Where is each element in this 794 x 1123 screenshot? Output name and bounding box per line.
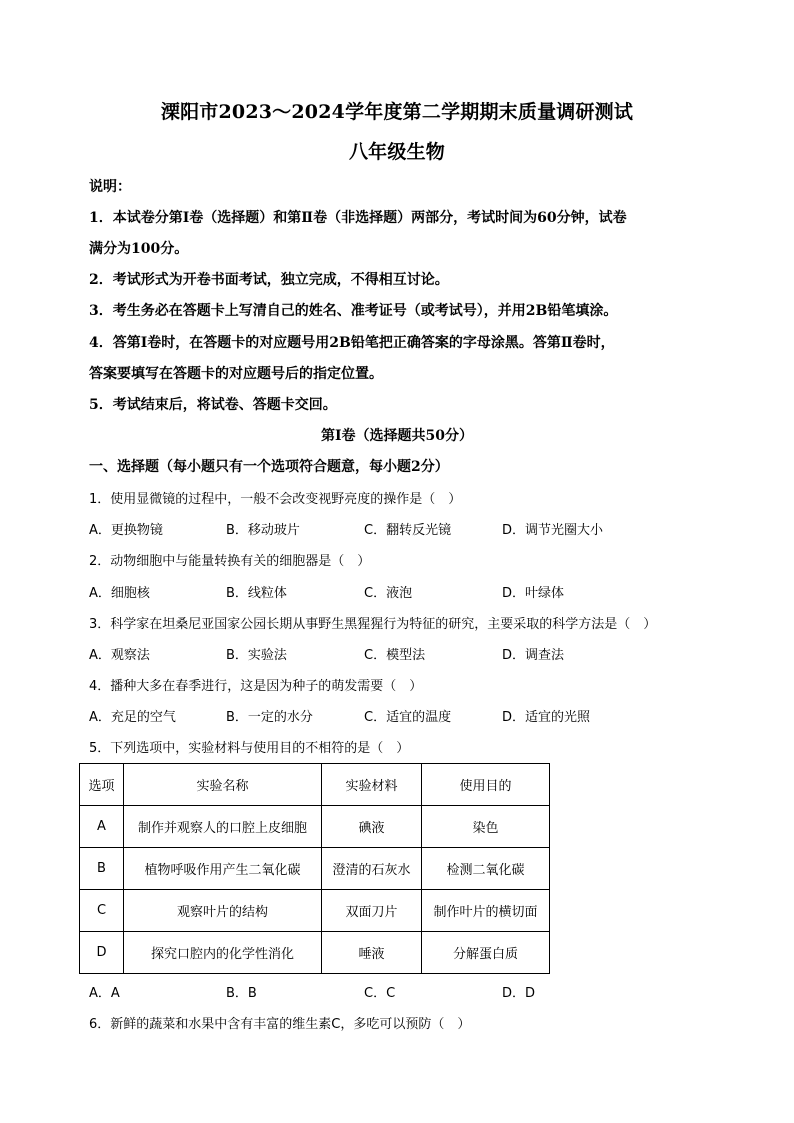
table-cell: 染色 bbox=[422, 806, 550, 848]
table-cell: D bbox=[80, 932, 124, 974]
instruction-line: 2．考试形式为开卷书面考试，独立完成，不得相互讨论。 bbox=[89, 272, 449, 288]
table-header-cell: 选项 bbox=[80, 764, 124, 806]
table-cell: B bbox=[80, 848, 124, 890]
instruction-line: 答案要填写在答题卡的对应题号后的指定位置。 bbox=[89, 366, 383, 382]
question-stem: 5．下列选项中，实验材料与使用目的不相符的是（ ） bbox=[89, 741, 410, 756]
instruction-line: 1．本试卷分第Ⅰ卷（选择题）和第Ⅱ卷（非选择题）两部分，考试时间为60分钟，试卷 bbox=[89, 210, 627, 226]
question-stem: 3．科学家在坦桑尼亚国家公园长期从事野生黑猩猩行为特征的研究，主要采取的科学方法是（ ） bbox=[89, 617, 657, 632]
table-cell: C bbox=[80, 890, 124, 932]
option-b: B．移动玻片 bbox=[226, 523, 300, 538]
table-header-cell: 实验名称 bbox=[124, 764, 322, 806]
option-d: D．叶绿体 bbox=[502, 586, 565, 601]
option-b: B．一定的水分 bbox=[226, 710, 313, 725]
instructions-heading: 说明： bbox=[89, 179, 131, 195]
question-stem: 4．播种大多在春季进行，这是因为种子的萌发需要（ ） bbox=[89, 679, 423, 694]
option-a: A．充足的空气 bbox=[89, 710, 176, 725]
option-c: C．翻转反光镜 bbox=[364, 523, 452, 538]
table-cell: 澄清的石灰水 bbox=[322, 848, 422, 890]
instruction-line: 3．考生务必在答题卡上写清自己的姓名、准考证号（或考试号），并用2B铅笔填涂。 bbox=[89, 303, 618, 319]
option-d: D．D bbox=[502, 986, 536, 1001]
table-header-cell: 实验材料 bbox=[322, 764, 422, 806]
table-cell: 植物呼吸作用产生二氧化碳 bbox=[124, 848, 322, 890]
option-a: A．更换物镜 bbox=[89, 523, 163, 538]
part1-heading: 第Ⅰ卷（选择题共50分） bbox=[320, 428, 474, 444]
instruction-line: 4．答第Ⅰ卷时，在答题卡的对应题号用2B铅笔把正确答案的字母涂黑。答第Ⅱ卷时， bbox=[89, 335, 615, 351]
table-cell: 探究口腔内的化学性消化 bbox=[124, 932, 322, 974]
option-c: C．适宜的温度 bbox=[364, 710, 452, 725]
option-a: A．A bbox=[89, 986, 120, 1001]
table-row bbox=[80, 848, 550, 890]
question-stem: 1．使用显微镜的过程中，一般不会改变视野亮度的操作是（ ） bbox=[89, 492, 462, 507]
section-heading: 一、选择题（每小题只有一个选项符合题意，每小题2分） bbox=[89, 459, 449, 475]
exam-title: 溧阳市2023～2024学年度第二学期期末质量调研测试 bbox=[160, 101, 634, 123]
exam-subtitle: 八年级生物 bbox=[348, 141, 445, 163]
table-row bbox=[80, 932, 550, 974]
table-header-cell: 使用目的 bbox=[422, 764, 550, 806]
instruction-line: 5．考试结束后，将试卷、答题卡交回。 bbox=[89, 397, 337, 413]
option-c: C．模型法 bbox=[364, 648, 426, 663]
option-c: C．液泡 bbox=[364, 586, 413, 601]
option-b: B．B bbox=[226, 986, 257, 1001]
option-b: B．实验法 bbox=[226, 648, 287, 663]
table-cell: 检测二氧化碳 bbox=[422, 848, 550, 890]
question-stem: 6．新鲜的蔬菜和水果中含有丰富的维生素C，多吃可以预防（ ） bbox=[89, 1017, 471, 1032]
table-cell: A bbox=[80, 806, 124, 848]
question-stem: 2．动物细胞中与能量转换有关的细胞器是（ ） bbox=[89, 554, 371, 569]
table-cell: 唾液 bbox=[322, 932, 422, 974]
option-b: B．线粒体 bbox=[226, 586, 287, 601]
option-a: A．细胞核 bbox=[89, 586, 150, 601]
option-d: D．调查法 bbox=[502, 648, 565, 663]
option-d: D．调节光圈大小 bbox=[502, 523, 604, 538]
table-row bbox=[80, 806, 550, 848]
instruction-line: 满分为100分。 bbox=[89, 241, 189, 257]
table-cell: 观察叶片的结构 bbox=[124, 890, 322, 932]
table-cell: 制作并观察人的口腔上皮细胞 bbox=[124, 806, 322, 848]
experiment-table bbox=[79, 763, 550, 974]
option-d: D．适宜的光照 bbox=[502, 710, 591, 725]
table-row bbox=[80, 890, 550, 932]
table-header-row bbox=[80, 764, 550, 806]
table-cell: 碘液 bbox=[322, 806, 422, 848]
option-c: C．C bbox=[364, 986, 396, 1001]
table-cell: 制作叶片的横切面 bbox=[422, 890, 550, 932]
option-a: A．观察法 bbox=[89, 648, 150, 663]
table-cell: 双面刀片 bbox=[322, 890, 422, 932]
table-cell: 分解蛋白质 bbox=[422, 932, 550, 974]
